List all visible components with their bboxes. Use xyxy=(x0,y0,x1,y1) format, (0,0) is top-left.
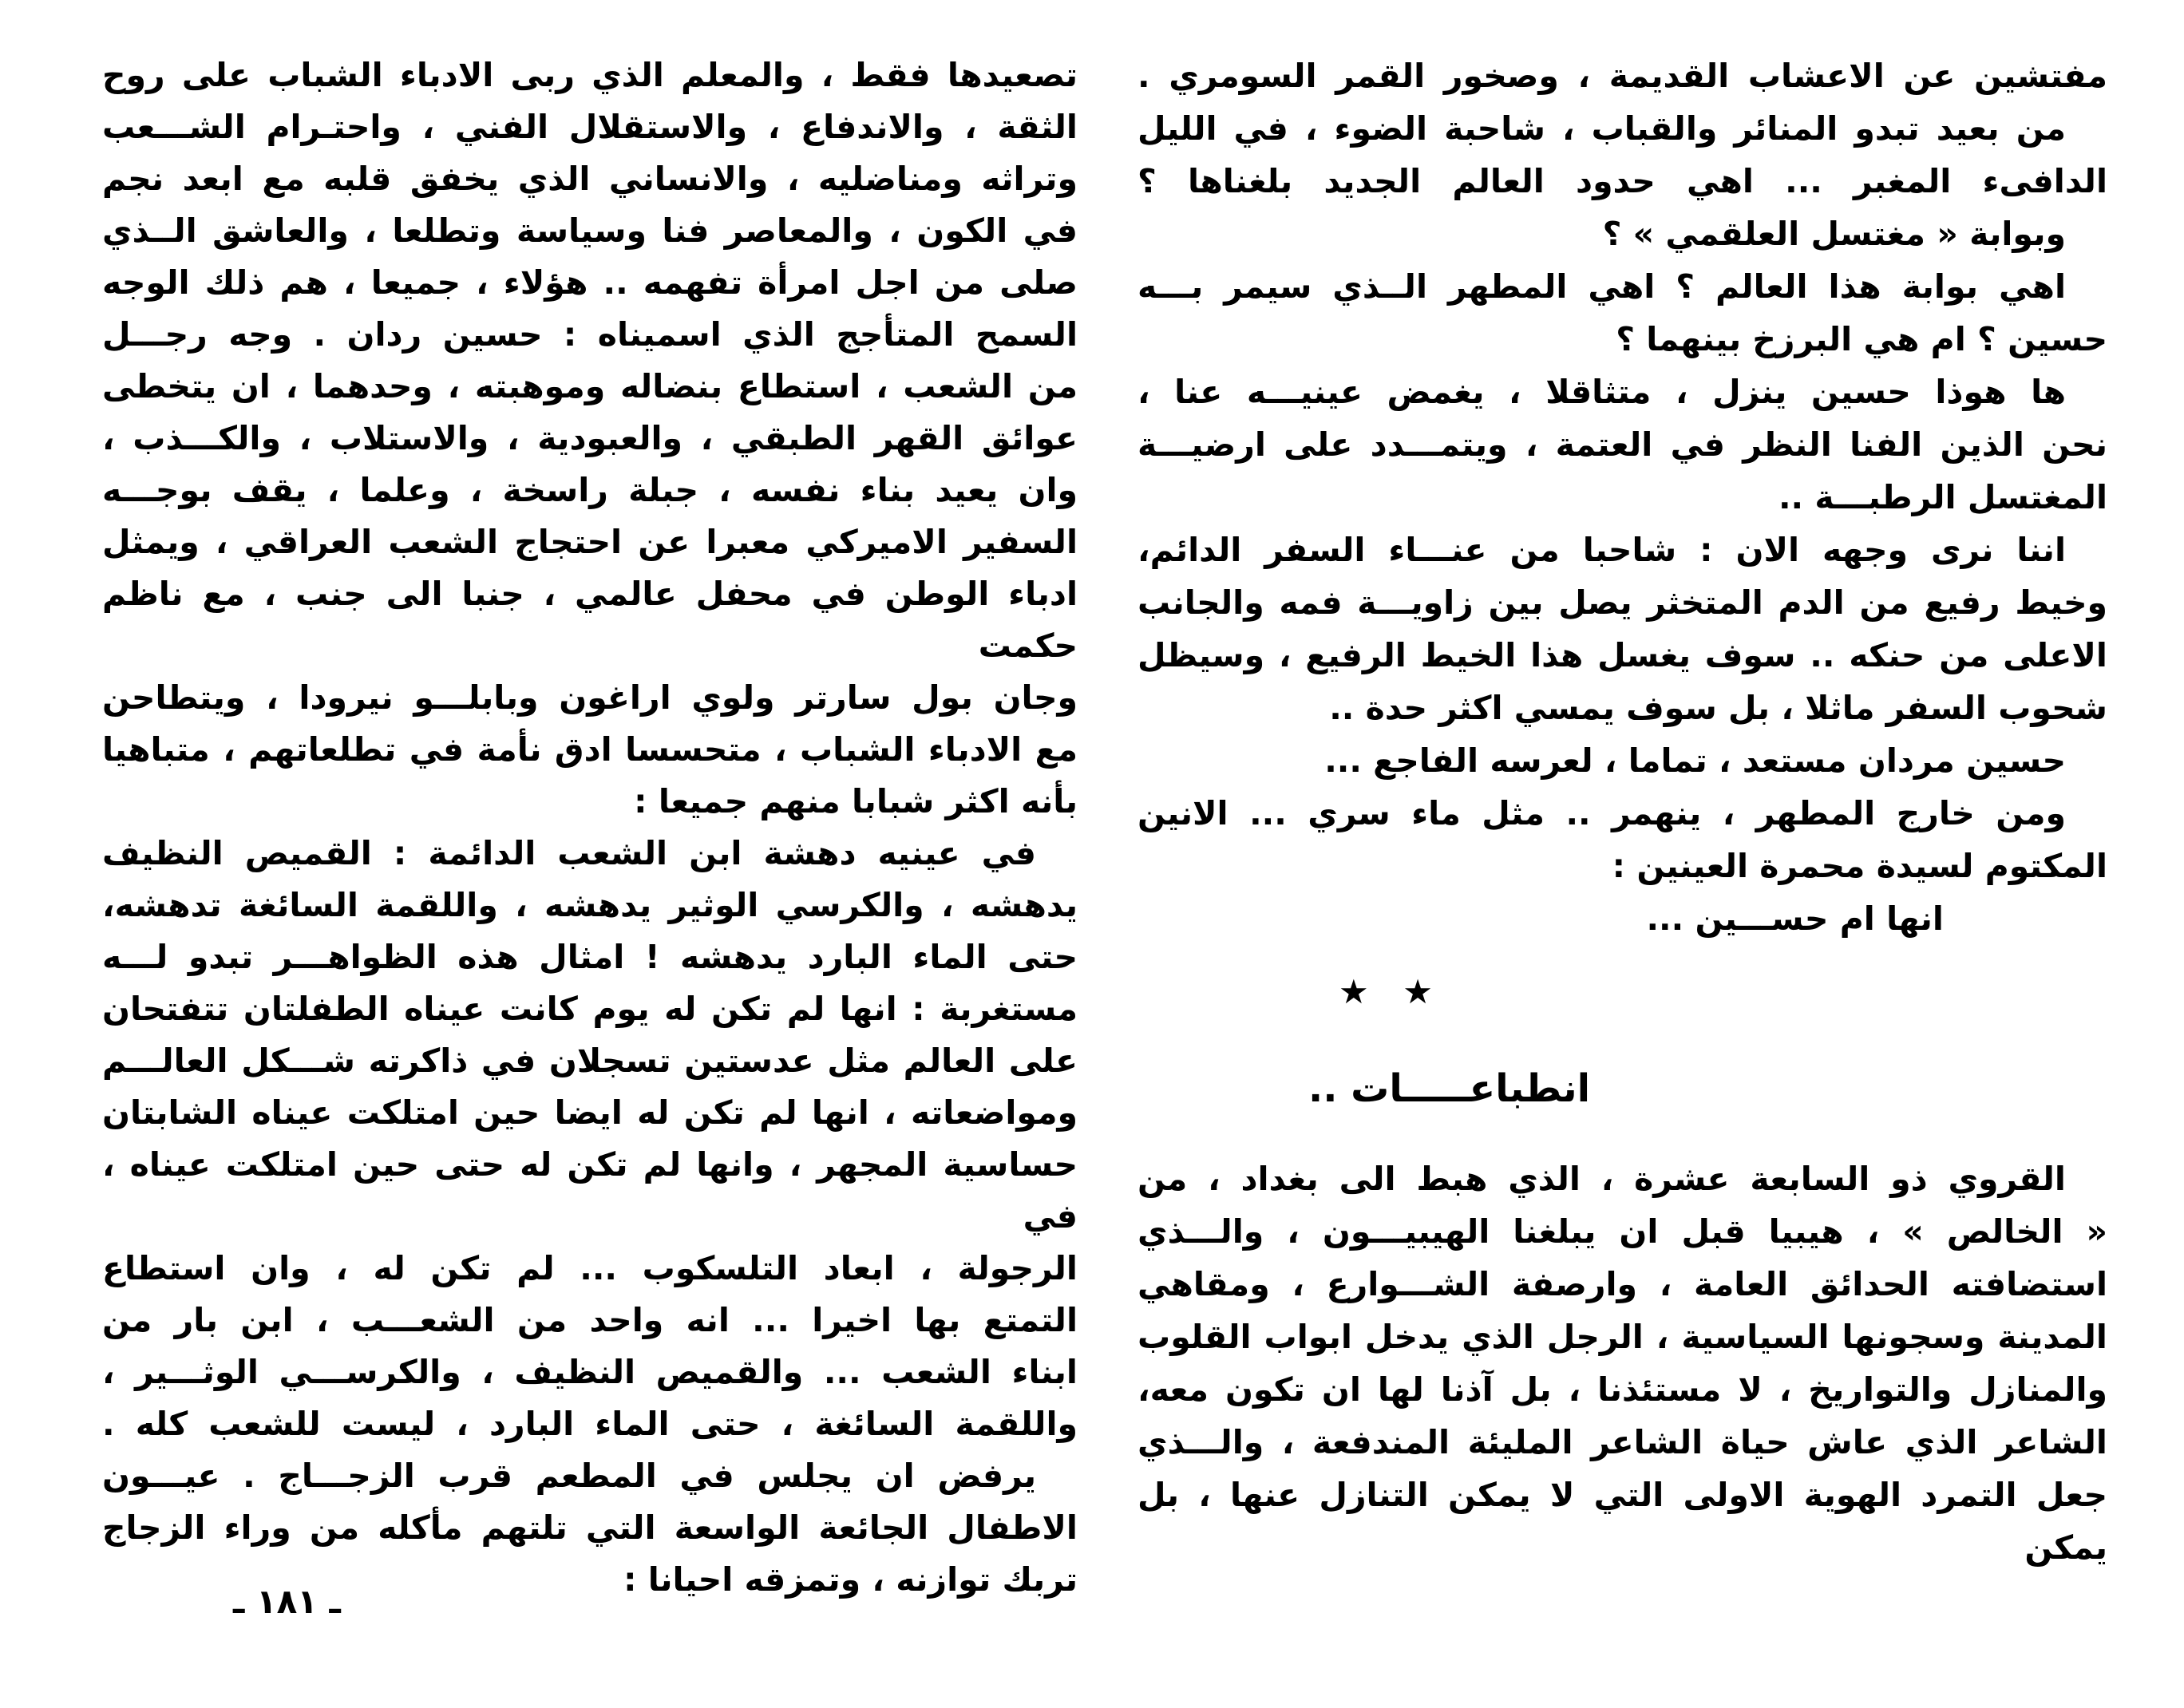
text-line: التمتع بها اخيرا ... انه واحد من الشعـــب ، ابن بار من xyxy=(102,1301,1078,1339)
section-divider xyxy=(1138,966,2107,1018)
text-line: بأنه اكثر شبابا منهم جميعا : xyxy=(634,782,1078,820)
text-line: واللقمة السائغة ، حتى الماء البارد ، ليست للشعب كله . xyxy=(102,1405,1078,1443)
text-line: عوائق القهر الطبقي ، والعبودية ، والاستلاب ، والكـــذب ، xyxy=(102,419,1078,457)
text-line: استضافته الحدائق العامة ، وارصفة الشـــوارع ، ومقاهي xyxy=(1138,1265,2107,1303)
text-line: المكتوم لسيدة محمرة العينين : xyxy=(1612,847,2107,885)
text-line: حتى الماء البارد يدهشه ! امثال هذه الظواهـــر تبدو لـــه xyxy=(102,938,1078,976)
text-line: في الكون ، والمعاصر فنا وسياسة وتطلعا ، والعاشق الــذي xyxy=(102,212,1078,250)
text-line: ها هوذا حسين ينزل ، متثاقلا ، يغمض عينيـــه عنا ، xyxy=(1138,373,2066,411)
text-line: والمنازل والتواريخ ، لا مستئذنا ، بل آذنا لها ان تكون معه، xyxy=(1138,1370,2107,1409)
text-line: صلى من اجل امرأة تفهمه .. هؤلاء ، جميعا ، هم ذلك الوجه xyxy=(102,263,1078,302)
text-line: من الشعب ، استطاع بنضاله وموهبته ، وحدهما ، ان يتخطى xyxy=(102,367,1078,405)
text-line: حسين مردان مستعد ، تماما ، لعرسه الفاجع ... xyxy=(1324,741,2066,780)
text-line: حساسية المجهر ، وانها لم تكن له حتى حين امتلكت عيناه ، في xyxy=(102,1145,1078,1236)
section-heading: انطباعـــــات .. xyxy=(1308,1066,1591,1111)
text-line: جعل التمرد الهوية الاولى التي لا يمكن التنازل عنها ، بل يمكن xyxy=(1138,1476,2107,1567)
text-line: المدينة وسجونها السياسية ، الرجل الذي يدخل ابواب القلوب xyxy=(1138,1318,2107,1356)
text-line: من بعيد تبدو المنائر والقباب ، شاحبة الضوء ، في الليل xyxy=(1138,109,2066,148)
text-line: في عينيه دهشة ابن الشعب الدائمة : القميص النظيف xyxy=(102,834,1036,872)
text-line: مستغربة : انها لم تكن له يوم كانت عيناه الطفلتان تتفتحان xyxy=(102,990,1078,1028)
text-line: وخيط رفيع من الدم المتخثر يصل بين زاويـــة فمه والجانب xyxy=(1138,583,2107,622)
text-line: على العالم مثل عدستين تسجلان في ذاكرته شـــكل العالـــم xyxy=(102,1042,1078,1080)
text-line: اننا نرى وجهه الان : شاحبا من عنـــاء السفر الدائم، xyxy=(1138,531,2066,569)
text-line: تربك توازنه ، وتمزقه احيانا : xyxy=(623,1560,1078,1599)
text-line: يدهشه ، والكرسي الوثير يدهشه ، واللقمة السائغة تدهشه، xyxy=(102,886,1078,924)
text-line: الدافىء المغبر ... اهي حدود العالم الجديد بلغناها ؟ xyxy=(1138,162,2107,200)
right-column-text-bottom xyxy=(1138,1153,2107,1574)
text-line: السفير الاميركي معبرا عن احتجاج الشعب العراقي ، ويمثل xyxy=(102,523,1078,561)
text-line: انها ام حســـين ... xyxy=(1646,899,1944,938)
text-line: ادباء الوطن في محفل عالمي ، جنبا الى جنب ، مع ناظم حكمت xyxy=(102,575,1078,665)
text-line: وان يعيد بناء نفسه ، جبلة راسخة ، وعلما ، يقف بوجـــه xyxy=(102,471,1078,509)
text-line: وتراثه ومناضليه ، والانساني الذي يخفق قلبه مع ابعد نجم xyxy=(102,160,1078,198)
text-line: اهي بوابة هذا العالم ؟ اهي المطهر الــذي سيمر بـــه xyxy=(1138,267,2066,306)
text-line: ابناء الشعب ... والقميص النظيف ، والكرســـي الوثـــير ، xyxy=(102,1353,1078,1391)
text-line: حسين ؟ ام هي البرزخ بينهما ؟ xyxy=(1616,320,2107,358)
text-line: « الخالص » ، هيبيا قبل ان يبلغنا الهيبيـــون ، والـــذي xyxy=(1138,1212,2107,1251)
right-column-text-top xyxy=(1138,49,2107,945)
left-column-text xyxy=(102,49,1078,1606)
star-icon: ★ ★ xyxy=(1339,972,1444,1011)
text-line: الاطفال الجائعة الواسعة التي تلتهم مأكله من وراء الزجاج xyxy=(102,1508,1078,1547)
text-line: مع الادباء الشباب ، متحسسا ادق نأمة في تطلعاتهم ، متباهيا xyxy=(102,730,1078,769)
text-line: الرجولة ، ابعاد التلسكوب ... لم تكن له ، وان استطاع xyxy=(102,1249,1078,1287)
text-line: القروي ذو السابعة عشرة ، الذي هبط الى بغداد ، من xyxy=(1138,1160,2066,1198)
column-left xyxy=(102,49,1078,1606)
text-line: تصعيدها فقط ، والمعلم الذي ربى الادباء الشباب على روح xyxy=(102,56,1078,94)
text-line: وجان بول سارتر ولوي اراغون وبابلـــو نيرودا ، ويتطاحن xyxy=(102,678,1078,717)
text-line: مفتشين عن الاعشاب القديمة ، وصخور القمر السومري . xyxy=(1138,57,2107,95)
column-right xyxy=(1138,49,2107,1574)
text-line: الاعلى من حنكه .. سوف يغسل هذا الخيط الرفيع ، وسيظل xyxy=(1138,636,2107,674)
text-line: ومواضعاته ، انها لم تكن له ايضا حين امتلكت عيناه الشابتان xyxy=(102,1093,1078,1132)
text-line: نحن الذين الفنا النظر في العتمة ، ويتمـــدد على ارضيـــة xyxy=(1138,425,2107,464)
text-line: شحوب السفر ماثلا ، بل سوف يمسي اكثر حدة .. xyxy=(1329,689,2107,727)
text-line: ومن خارج المطهر ، ينهمر .. مثل ماء سري ... الانين xyxy=(1138,794,2066,832)
page-number: ـ ١٨١ ـ xyxy=(233,1582,341,1621)
text-line: السمح المتأجج الذي اسميناه : حسين ردان . وجه رجـــل xyxy=(102,315,1078,354)
text-line: وبوابة « مغتسل العلقمي » ؟ xyxy=(1602,215,2066,253)
text-line: المغتسل الرطبـــة .. xyxy=(1778,478,2107,516)
text-line: الشاعر الذي عاش حياة الشاعر المليئة المندفعة ، والـــذي xyxy=(1138,1423,2107,1461)
text-line: يرفض ان يجلس في المطعم قرب الزجـــاج . عيـــون xyxy=(102,1457,1036,1495)
text-line: الثقة ، والاندفاع ، والاستقلال الفني ، واحتـرام الشـــعب xyxy=(102,108,1078,146)
